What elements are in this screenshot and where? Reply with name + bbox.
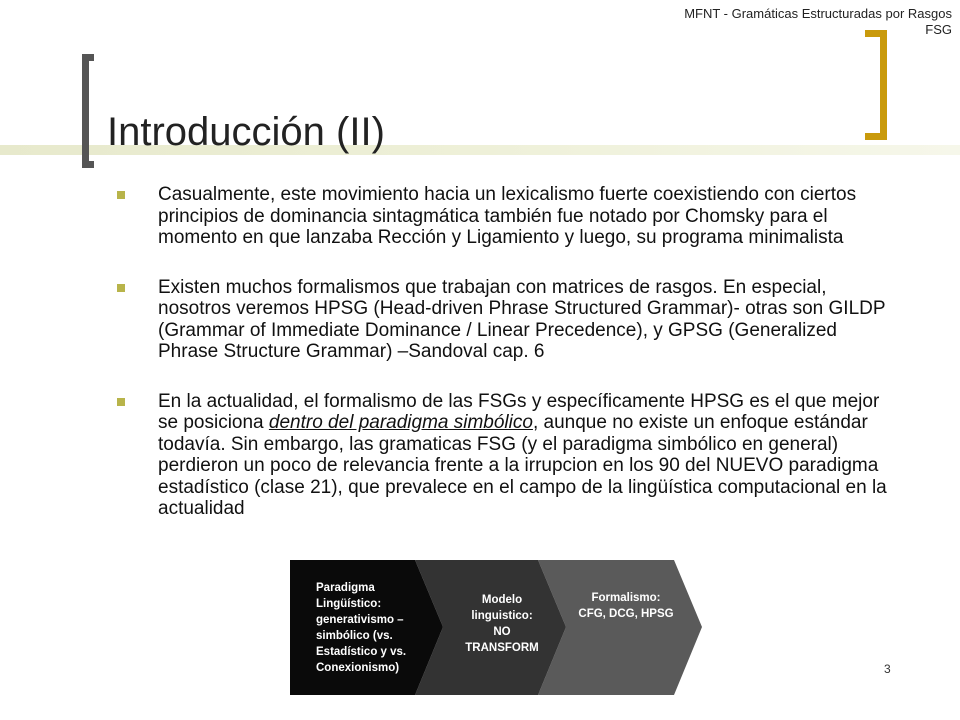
chevron-process-diagram [290, 560, 710, 695]
step-3-line: Formalismo: [591, 592, 661, 604]
step-2-line: NO [493, 626, 511, 638]
right-bracket-decoration [865, 30, 887, 140]
slide-title: Introducción (II) [107, 110, 385, 154]
bullet-text: Existen muchos formalismos que trabajan con matrices de rasgos. En especial, nosotros veremos HPSG (Head-driven Phrase Structured Grammar)- otras son GILDP (Grammar of Immediate Dominance / Linear Precedence), y GPSG (Generalized Phrase Structure Grammar) –Sandoval cap. 6 [158, 276, 886, 362]
bullet-text-before: En la actualidad, el formalismo de las FSGs y específicamente HPSG es el que mejor se posiciona [158, 390, 880, 433]
square-bullet-icon [117, 398, 125, 406]
bullet-item [115, 184, 895, 249]
paradigm-link[interactable]: dentro del paradigma simbólico [268, 412, 533, 433]
chevron-step-2-label [440, 592, 564, 656]
left-bracket-decoration [82, 54, 94, 168]
square-bullet-icon [117, 191, 125, 199]
bullet-text: Casualmente, este movimiento hacia un lexicalismo fuerte coexistiendo con ciertos principios de dominancia sintagmática también fue notado por Chomsky para el momento en que lanzaba Rección y Ligamiento y luego, su programa minimalista [158, 184, 857, 248]
step-3-line: CFG, DCG, HPSG [578, 608, 674, 620]
chevron-step-3-label [566, 590, 686, 622]
step-1-line: Conexionismo) [316, 662, 400, 674]
step-2-line: linguistico: [471, 610, 533, 622]
header-note-line1: MFNT - Gramáticas Estructuradas por Rasgos [684, 6, 952, 21]
step-1-line: Estadístico y vs. [316, 646, 407, 658]
header-note-line2: FSG [925, 22, 952, 37]
slide-number: 3 [884, 662, 891, 676]
bullet-item [115, 277, 895, 363]
step-1-line: Paradigma [316, 582, 375, 594]
bullet-list [115, 184, 895, 548]
chevron-step-1-label [316, 580, 406, 676]
header-note [652, 6, 952, 38]
step-2-line: TRANSFORM [465, 642, 539, 654]
bullet-text-after: , aunque no existe un enfoque estándar todavía. Sin embargo, las gramaticas FSG (y el paradigma simbólico en general) perdieron un poco de relevancia frente a la irrupcion en los 90 del NUEVO paradigma estadístico (clase 21), que prevalece en el campo de la lingüística computacional en la actualidad [158, 412, 887, 519]
step-1-line: simbólico (vs. [316, 630, 393, 642]
square-bullet-icon [117, 284, 125, 292]
bullet-item [115, 391, 895, 520]
step-1-line: generativismo – [316, 614, 404, 626]
step-1-line: Lingüístico: [316, 598, 382, 610]
step-2-line: Modelo [481, 594, 523, 606]
